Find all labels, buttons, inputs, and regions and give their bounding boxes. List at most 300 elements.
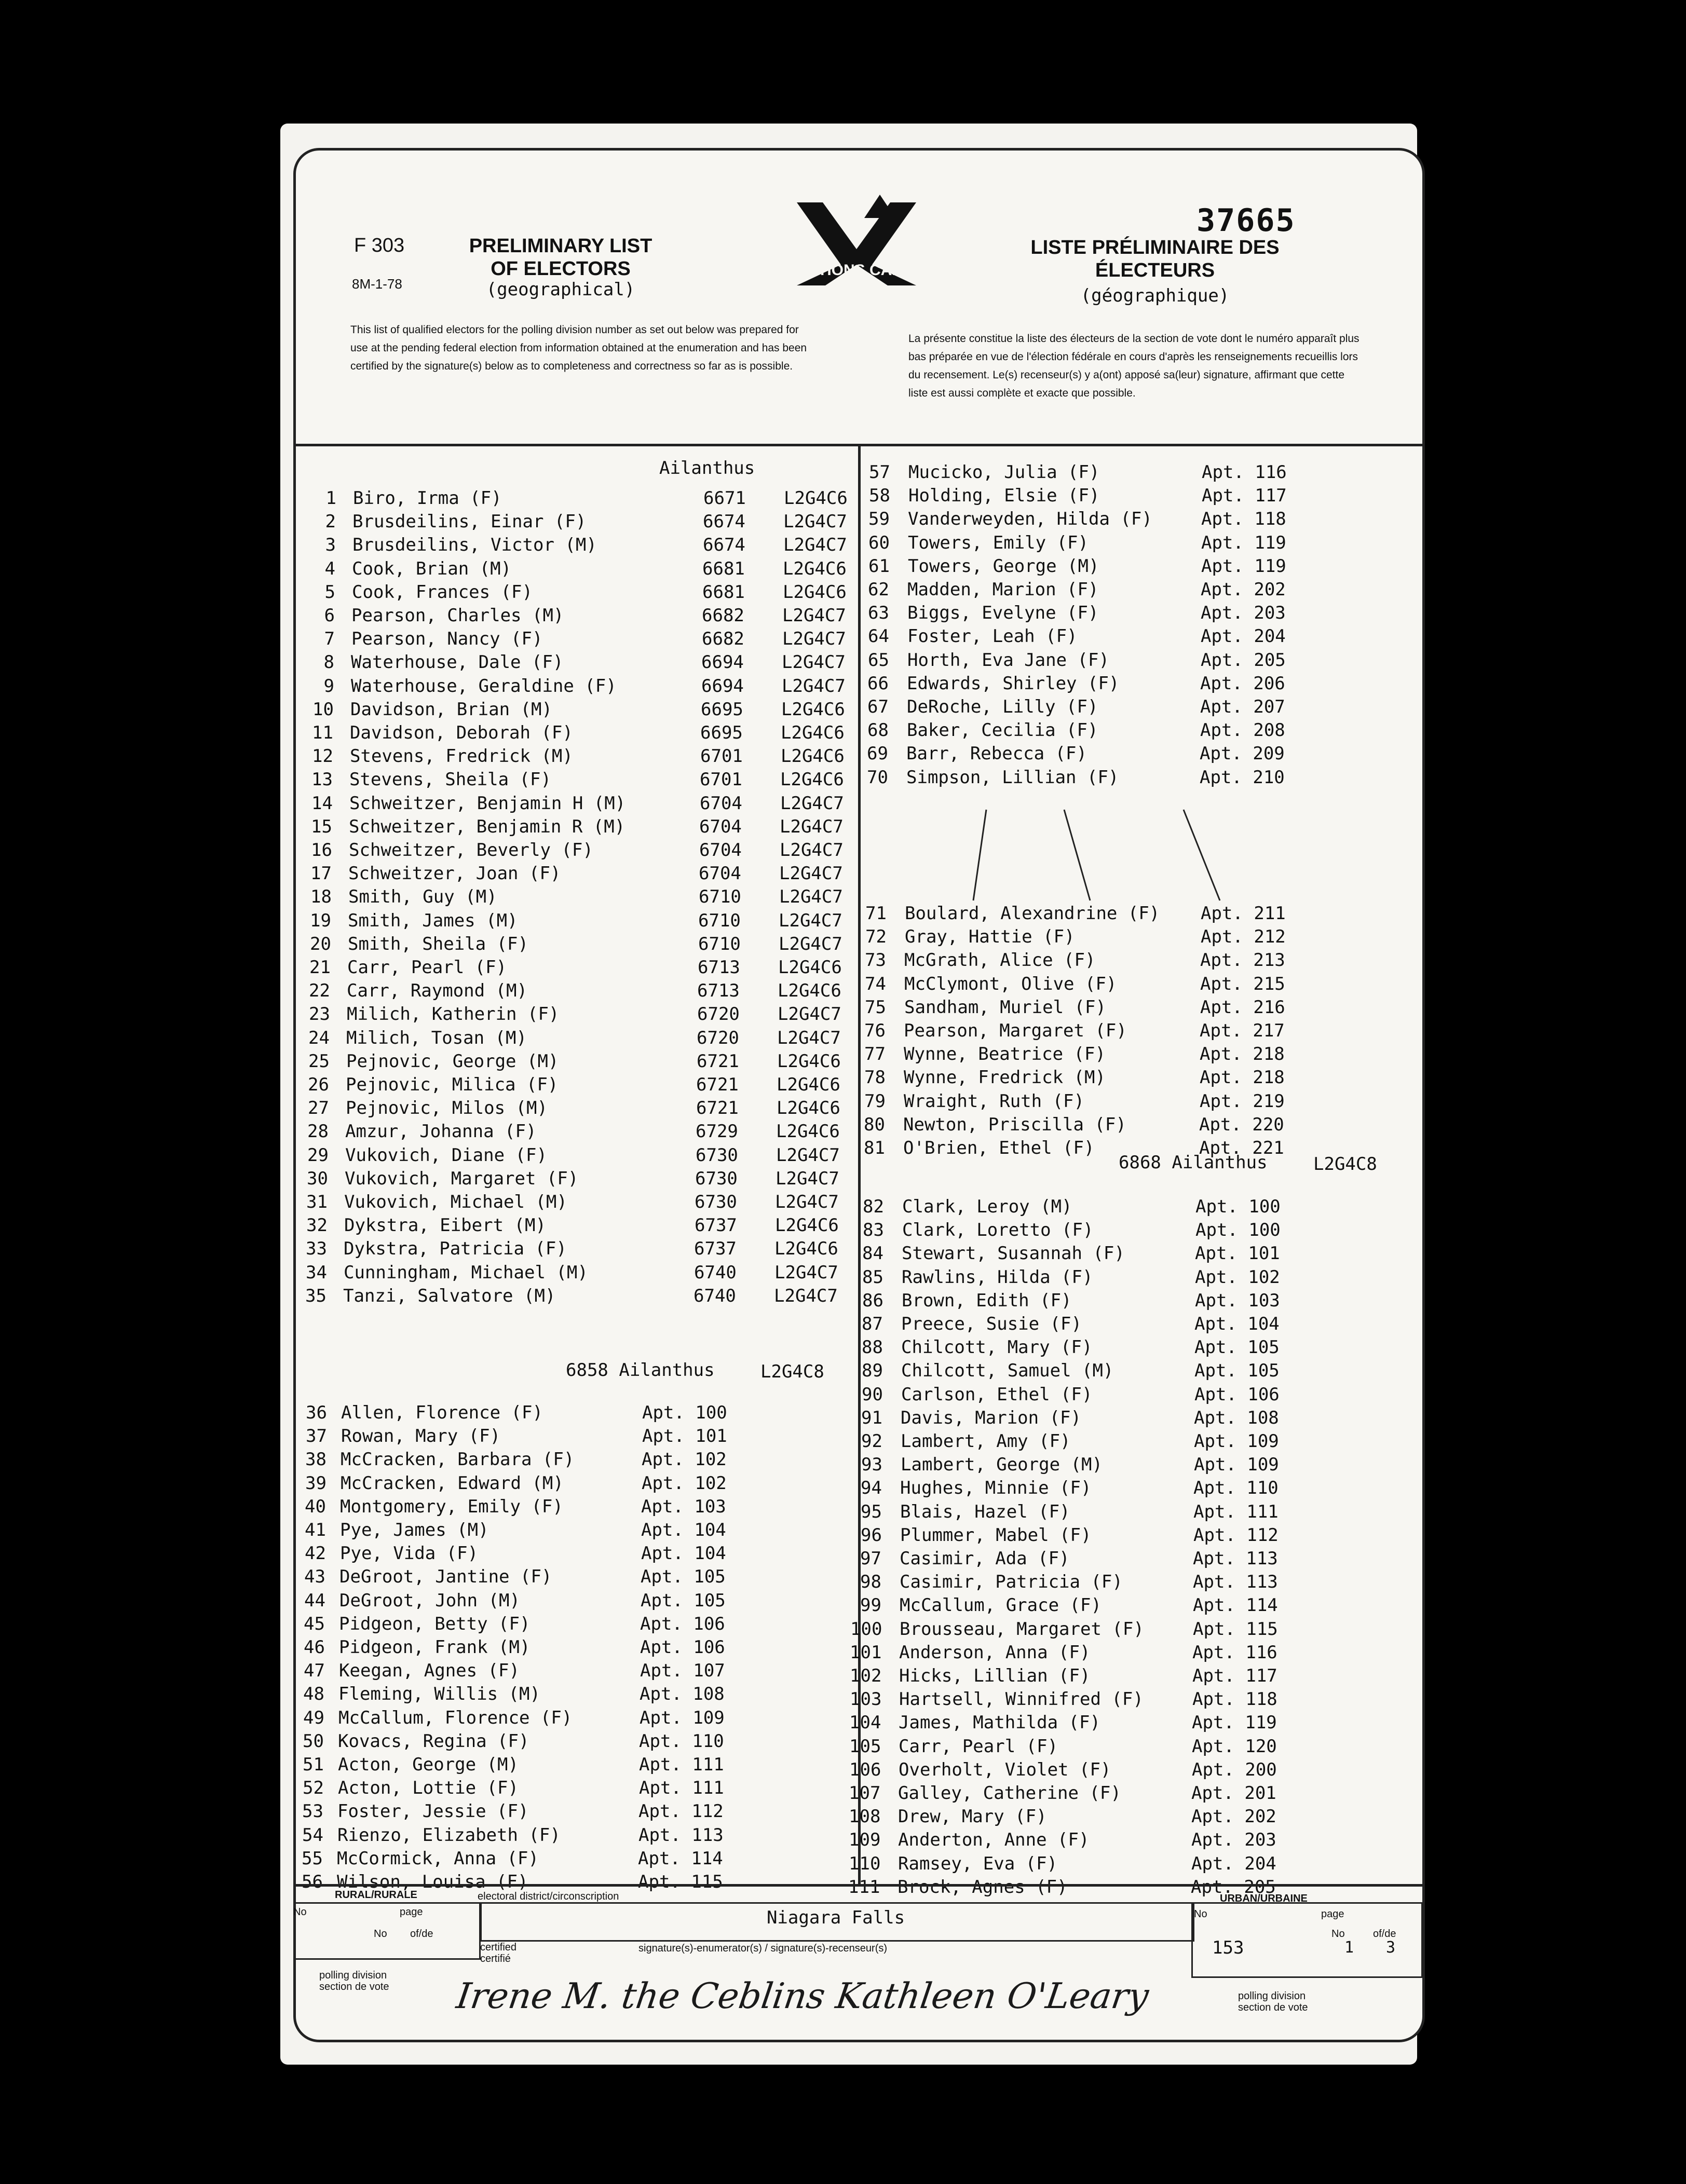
postal-code: L2G4C6 [775,1215,839,1236]
civic-number: 6721 [697,1050,739,1072]
apartment-number: Apt. 209 [1200,743,1285,765]
elector-name: Lambert, Amy (F) [901,1431,1071,1452]
apartment-number: Apt. 219 [1200,1090,1285,1112]
civic-number: 6682 [702,629,744,650]
apartment-number: Apt. 217 [1200,1020,1285,1041]
elector-name: Milich, Katherin (F) [347,1004,560,1025]
elector-number: 14 [311,793,333,814]
enumerator-signatures: Irene M. the Ceblins Kathleen O'Leary [454,1976,1151,2017]
elector-number: 58 [869,485,890,507]
elector-name: Biro, Irma (F) [353,488,502,509]
apartment-number: Apt. 105 [641,1566,726,1588]
street-heading: 6868 Ailanthus [1119,1152,1268,1173]
elector-name: Anderton, Anne (F) [898,1830,1090,1851]
apartment-number: Apt. 106 [640,1613,725,1634]
elector-number: 78 [864,1067,886,1088]
logo-text: ELECTIONS CANADA [776,262,937,279]
elector-name: Smith, Guy (M) [348,886,497,908]
elector-name: Madden, Marion (F) [907,579,1099,600]
elector-number: 44 [304,1590,325,1611]
elector-name: Pejnovic, Milica (F) [346,1074,559,1095]
apartment-number: Apt. 101 [642,1426,727,1447]
civic-number: 6704 [699,840,742,861]
apartment-number: Apt. 118 [1201,509,1286,530]
street-heading: Ailanthus [659,458,755,479]
postal-code: L2G4C7 [779,863,843,884]
apartment-number: Apt. 101 [1195,1243,1280,1264]
apartment-number: Apt. 112 [638,1801,724,1822]
elector-name: Biggs, Evelyne (F) [907,603,1099,624]
apartment-number: Apt. 109 [1194,1431,1279,1452]
apartment-number: Apt. 105 [1194,1360,1280,1382]
elector-name: Anderson, Anna (F) [899,1642,1091,1663]
apartment-number: Apt. 100 [642,1402,727,1423]
elector-number: 70 [867,767,888,788]
elector-name: Waterhouse, Dale (F) [351,652,564,673]
apartment-number: Apt. 106 [1194,1384,1280,1405]
elector-name: Galley, Catherine (F) [898,1783,1121,1804]
apartment-number: Apt. 102 [1195,1266,1280,1288]
rural-no-label: No [293,1906,307,1918]
elector-number: 51 [303,1754,324,1775]
elector-name: Towers, Emily (F) [908,532,1089,553]
postal-code: L2G4C7 [782,675,846,697]
elector-name: Brown, Edith (F) [902,1290,1072,1311]
elector-number: 56 [302,1872,323,1892]
elector-name: Acton, George (M) [338,1754,519,1775]
intro-text-fr: La présente constitue la liste des électeurs de la section de vote dont le numéro apparaît plus bas préparée en vue de l'élection fédérale en cours d'après les renseignements recueillis lors du recensement. Le(s) recenseur(s) y a(ont) apposé sa(leur) signature, affirmant que cette liste est aussi complète et exacte que possible. [908,333,1359,399]
elector-name: Clark, Leroy (M) [902,1196,1072,1217]
elector-number: 48 [303,1684,324,1705]
civic-number: 6730 [696,1144,738,1166]
elector-name: Chilcott, Samuel (M) [901,1360,1114,1382]
postal-code: L2G4C7 [776,1168,839,1189]
elector-number: 9 [323,675,334,697]
postal-code: L2G4C6 [778,957,842,978]
apartment-number: Apt. 104 [1194,1314,1280,1334]
elector-number: 101 [850,1642,882,1663]
elector-number: 109 [849,1830,881,1851]
postal-code: L2G4C7 [774,1262,838,1283]
elector-name: Amzur, Johanna (F) [345,1121,537,1142]
civic-number: 6710 [699,886,741,908]
apartment-number: Apt. 119 [1192,1712,1277,1733]
polling-division-label: polling division section de vote [319,1970,389,1992]
elector-name: Vukovich, Michael (M) [344,1192,567,1212]
elector-number: 80 [864,1114,885,1135]
apartment-number: Apt. 202 [1191,1806,1276,1827]
elector-number: 24 [308,1027,330,1048]
elector-number: 92 [861,1431,882,1452]
civic-number: 6694 [701,675,744,697]
apartment-number: Apt. 221 [1199,1138,1284,1158]
elector-number: 87 [862,1314,883,1334]
elector-name: Brusdeilins, Einar (F) [352,511,587,533]
elector-number: 45 [304,1613,325,1634]
elector-name: Tanzi, Salvatore (M) [343,1285,556,1306]
civic-number: 6730 [695,1168,738,1189]
apartment-number: Apt. 104 [641,1543,726,1564]
postal-code: L2G4C6 [777,1074,840,1095]
elector-number: 21 [309,957,331,978]
elector-number: 104 [849,1712,881,1733]
apartment-number: Apt. 205 [1201,649,1286,671]
elector-number: 105 [849,1736,881,1757]
elector-number: 69 [867,743,888,765]
elector-name: Pejnovic, George (M) [346,1050,559,1072]
elector-number: 65 [868,649,889,671]
postal-code-heading: L2G4C8 [1313,1154,1377,1175]
street-heading: 6858 Ailanthus [566,1360,715,1381]
elector-name: McClymont, Olive (F) [904,973,1117,994]
elector-number: 11 [312,722,333,743]
elector-number: 99 [860,1595,881,1616]
elector-number: 91 [861,1407,882,1428]
rural-label: RURAL/RURALE [335,1889,417,1901]
postal-code: L2G4C7 [780,840,844,861]
elector-number: 55 [302,1848,323,1869]
apartment-number: Apt. 120 [1192,1736,1277,1757]
elector-name: Carr, Pearl (F) [899,1736,1058,1757]
apartment-number: Apt. 117 [1192,1666,1277,1686]
apartment-number: Apt. 113 [638,1824,724,1846]
apartment-number: Apt. 206 [1200,673,1285,694]
apartment-number: Apt. 215 [1200,973,1285,994]
elector-name: McCracken, Barbara (F) [341,1449,575,1470]
elector-name: Chilcott, Mary (F) [901,1337,1093,1358]
elector-number: 75 [865,997,886,1018]
elector-name: Clark, Loretto (F) [902,1220,1094,1241]
elector-number: 81 [864,1138,885,1158]
apartment-number: Apt. 100 [1195,1196,1281,1217]
elector-name: Schweitzer, Beverly (F) [349,840,593,861]
elector-number: 10 [312,699,334,720]
elector-number: 31 [306,1192,328,1212]
elector-number: 62 [868,579,889,600]
civic-number: 6713 [697,980,740,1002]
elector-name: Pejnovic, Milos (M) [346,1098,548,1119]
elector-name: Cook, Frances (F) [352,581,533,603]
elector-name: Vanderweyden, Hilda (F) [908,509,1152,530]
elector-name: Waterhouse, Geraldine (F) [351,675,617,697]
elector-number: 86 [862,1290,883,1311]
elector-name: Hughes, Minnie (F) [900,1478,1092,1499]
elector-number: 6 [324,605,335,626]
apartment-number: Apt. 210 [1200,767,1285,788]
elector-name: O'Brien, Ethel (F) [903,1138,1095,1158]
elector-number: 46 [304,1637,325,1658]
elector-number: 63 [868,603,889,624]
civic-number: 6720 [697,1027,739,1048]
apartment-number: Apt. 100 [1195,1220,1281,1241]
elector-number: 7 [324,629,335,650]
elector-number: 41 [305,1520,326,1540]
postal-code: L2G4C7 [778,1004,841,1025]
polling-division-number: 153 [1212,1937,1244,1958]
urban-page-no-label: No [1331,1928,1345,1940]
civic-number: 6671 [703,488,746,509]
title-en: PRELIMINARY LIST OF ELECTORS [469,235,652,280]
postal-code: L2G4C7 [782,652,846,673]
civic-number: 6730 [695,1192,737,1212]
elector-name: Stevens, Fredrick (M) [350,746,573,767]
elector-number: 98 [860,1572,881,1593]
apartment-number: Apt. 103 [641,1496,726,1517]
apartment-number: Apt. 119 [1201,532,1286,553]
elector-name: Baker, Cecilia (F) [907,720,1098,741]
postal-code-heading: L2G4C8 [760,1361,824,1382]
elector-number: 54 [302,1824,323,1846]
subtitle-en: (geographical) [486,279,635,300]
elector-number: 8 [323,652,334,673]
elector-number: 61 [868,555,890,577]
elector-number: 97 [860,1548,881,1569]
elector-name: Preece, Susie (F) [901,1314,1082,1334]
apartment-number: Apt. 107 [640,1660,725,1682]
elector-name: Mucicko, Julia (F) [908,462,1100,483]
elector-number: 76 [864,1020,886,1041]
elector-number: 15 [311,816,332,837]
civic-number: 6737 [694,1238,737,1260]
elector-number: 57 [869,462,890,483]
apartment-number: Apt. 216 [1200,997,1285,1018]
postal-code: L2G4C7 [777,1027,841,1048]
rural-page-label: page [400,1906,423,1918]
elector-number: 39 [305,1472,327,1494]
elector-name: Schweitzer, Benjamin R (M) [349,816,626,837]
elector-name: McCormick, Anna (F) [337,1848,539,1869]
elector-name: Newton, Priscilla (F) [903,1114,1126,1135]
civic-number: 6740 [694,1285,736,1306]
apartment-number: Apt. 119 [1201,555,1286,577]
elector-name: Carr, Pearl (F) [347,957,507,978]
elector-name: McGrath, Alice (F) [904,950,1096,971]
civic-number: 6720 [697,1004,740,1025]
civic-number: 6704 [700,793,742,814]
elector-name: Wraight, Ruth (F) [904,1090,1084,1112]
elector-number: 71 [865,903,887,924]
elector-number: 110 [849,1853,881,1874]
page-number: 1 [1344,1939,1354,1957]
elector-name: Rawlins, Hilda (F) [902,1266,1093,1288]
elector-name: Stewart, Susannah (F) [902,1243,1125,1264]
civic-number: 6695 [700,722,743,743]
apartment-number: Apt. 106 [640,1637,725,1658]
civic-number: 6704 [699,863,741,884]
serial-number: 37665 [1196,202,1296,239]
postal-code: L2G4C6 [774,1238,838,1260]
elector-number: 1 [325,488,336,509]
apartment-number: Apt. 113 [1193,1548,1278,1569]
elector-name: Brusdeilins, Victor (M) [352,535,597,556]
apartment-number: Apt. 108 [640,1684,725,1705]
elector-number: 36 [306,1402,327,1423]
elector-number: 16 [311,840,332,861]
apartment-number: Apt. 203 [1201,603,1286,624]
elector-name: Blais, Hazel (F) [900,1501,1070,1522]
elector-name: Pye, Vida (F) [340,1543,479,1564]
elector-name: Pye, James (M) [340,1520,489,1540]
postal-code: L2G4C6 [780,769,844,790]
elector-name: Schweitzer, Joan (F) [348,863,561,884]
elector-name: Montgomery, Emily (F) [340,1496,563,1517]
postal-code: L2G4C6 [777,1050,841,1072]
elector-number: 85 [862,1266,883,1288]
elector-name: Foster, Leah (F) [907,626,1078,647]
electoral-district-label: electoral district/circonscription [478,1891,619,1902]
elector-name: Overholt, Violet (F) [899,1759,1111,1780]
apartment-number: Apt. 211 [1201,903,1286,924]
apartment-number: Apt. 111 [1193,1501,1279,1522]
postal-code: L2G4C6 [781,722,845,743]
elector-number: 18 [310,886,332,908]
postal-code: L2G4C7 [783,535,847,556]
elector-name: Pearson, Margaret (F) [904,1020,1127,1041]
elector-name: Hicks, Lillian (F) [899,1666,1091,1686]
postal-code: L2G4C7 [779,886,843,908]
elector-name: Vukovich, Diane (F) [345,1144,547,1166]
elector-name: DeRoche, Lilly (F) [907,697,1098,717]
elector-number: 88 [862,1337,883,1358]
elector-number: 28 [307,1121,329,1142]
elector-number: 107 [849,1783,881,1804]
elector-name: Kovacs, Regina (F) [338,1730,529,1752]
apartment-number: Apt. 201 [1191,1783,1276,1804]
elector-name: Carlson, Ethel (F) [901,1384,1093,1405]
rural-page-no-label: No [374,1928,387,1940]
elector-number: 27 [308,1098,329,1119]
elector-number: 49 [303,1707,324,1728]
elector-number: 25 [308,1050,330,1072]
postal-code: L2G4C7 [780,793,844,814]
elector-number: 102 [850,1666,882,1686]
apartment-number: Apt. 109 [640,1707,725,1728]
elector-number: 106 [849,1759,881,1780]
elector-number: 73 [865,950,886,971]
elector-number: 60 [868,532,890,553]
elector-number: 19 [310,910,331,931]
civic-number: 6695 [701,699,743,720]
elector-name: Cunningham, Michael (M) [344,1262,588,1283]
elector-number: 12 [312,746,333,767]
apartment-number: Apt. 110 [1193,1478,1279,1499]
civic-number: 6721 [696,1074,739,1095]
apartment-number: Apt. 213 [1200,950,1285,971]
elector-name: Wynne, Beatrice (F) [904,1044,1106,1065]
elector-number: 26 [308,1074,329,1095]
civic-number: 6740 [694,1262,737,1283]
elector-name: Keegan, Agnes (F) [339,1660,520,1682]
apartment-number: Apt. 114 [1193,1595,1278,1616]
form-footer [293,1884,1422,2040]
elector-name: Foster, Jessie (F) [337,1801,529,1822]
civic-number: 6713 [698,957,740,978]
apartment-number: Apt. 200 [1192,1759,1277,1780]
apartment-number: Apt. 116 [1192,1642,1277,1663]
civic-number: 6681 [702,581,745,603]
apartment-number: Apt. 111 [639,1778,724,1799]
form-number: F 303 [354,235,405,256]
elector-number: 96 [861,1524,882,1546]
title-fr: LISTE PRÉLIMINAIRE DES ÉLECTEURS [1030,237,1280,281]
civic-number: 6682 [702,605,744,626]
elector-name: Smith, James (M) [348,910,518,931]
apartment-number: Apt. 105 [1194,1337,1280,1358]
elector-name: Davidson, Deborah (F) [350,722,573,743]
certified-label: certified certifié [480,1942,517,1964]
elector-name: Casimir, Ada (F) [900,1548,1070,1569]
apartment-number: Apt. 220 [1199,1114,1284,1135]
postal-code: L2G4C6 [781,699,845,720]
apartment-number: Apt. 218 [1200,1067,1285,1088]
electoral-list-form [293,148,1425,2042]
elector-name: Pidgeon, Frank (M) [339,1637,531,1658]
urban-page-label: page [1321,1908,1344,1920]
elector-name: Edwards, Shirley (F) [907,673,1120,694]
elections-canada-logo [776,192,937,291]
elector-name: Rienzo, Elizabeth (F) [337,1824,561,1846]
apartment-number: Apt. 115 [638,1872,723,1892]
elector-number: 40 [305,1496,326,1517]
elector-name: Boulard, Alexandrine (F) [905,903,1160,924]
apartment-number: Apt. 105 [641,1590,726,1611]
elector-number: 72 [865,926,887,948]
elector-number: 59 [868,509,890,530]
elector-name: Brousseau, Margaret (F) [900,1618,1144,1640]
elector-number: 111 [848,1876,880,1898]
elector-number: 23 [309,1004,330,1025]
continuation-lines [888,807,1303,903]
elector-name: Dykstra, Patricia (F) [344,1238,567,1260]
elector-name: DeGroot, Jantine (F) [339,1566,552,1588]
intro-text-en: This list of qualified electors for the polling division number as set out below was prepared for use at the pending federal election from information obtained at the enumeration and has been certified by the signature(s) below as to completeness and correctness so far as is possible. [350,324,807,372]
civic-number: 6701 [700,769,742,790]
postal-code: L2G4C6 [776,1121,840,1142]
elector-name: Davidson, Brian (M) [350,699,552,720]
elector-name: Brock, Agnes (F) [898,1876,1068,1898]
postal-code: L2G4C7 [779,933,842,954]
elector-name: Sandham, Muriel (F) [904,997,1106,1018]
elector-number: 66 [867,673,889,694]
apartment-number: Apt. 108 [1194,1407,1279,1428]
elector-number: 43 [304,1566,325,1588]
postal-code: L2G4C6 [781,746,845,767]
apartment-number: Apt. 118 [1192,1689,1277,1710]
elector-name: James, Mathilda (F) [899,1712,1100,1733]
elector-name: Vukovich, Margaret (F) [345,1168,579,1189]
apartment-number: Apt. 112 [1193,1524,1279,1546]
elector-name: Stevens, Sheila (F) [349,769,551,790]
apartment-number: Apt. 115 [1193,1618,1278,1640]
elector-number: 90 [862,1384,883,1405]
elector-name: Wilson, Louisa (F) [337,1872,528,1892]
elector-number: 108 [849,1806,881,1827]
elector-number: 35 [305,1285,327,1306]
civic-number: 6721 [696,1098,739,1119]
elector-name: Towers, George (M) [908,555,1099,577]
urban-of-label: of/de [1373,1928,1396,1940]
elector-name: Drew, Mary (F) [898,1806,1047,1827]
apartment-number: Apt. 102 [642,1472,727,1494]
elector-number: 84 [862,1243,883,1264]
postal-code: L2G4C7 [774,1285,838,1306]
elector-number: 89 [862,1360,883,1382]
apartment-number: Apt. 109 [1194,1454,1279,1476]
apartment-number: Apt. 218 [1200,1044,1285,1065]
elector-name: Allen, Florence (F) [341,1402,543,1423]
postal-code: L2G4C7 [775,1192,839,1212]
elector-number: 100 [850,1618,882,1640]
